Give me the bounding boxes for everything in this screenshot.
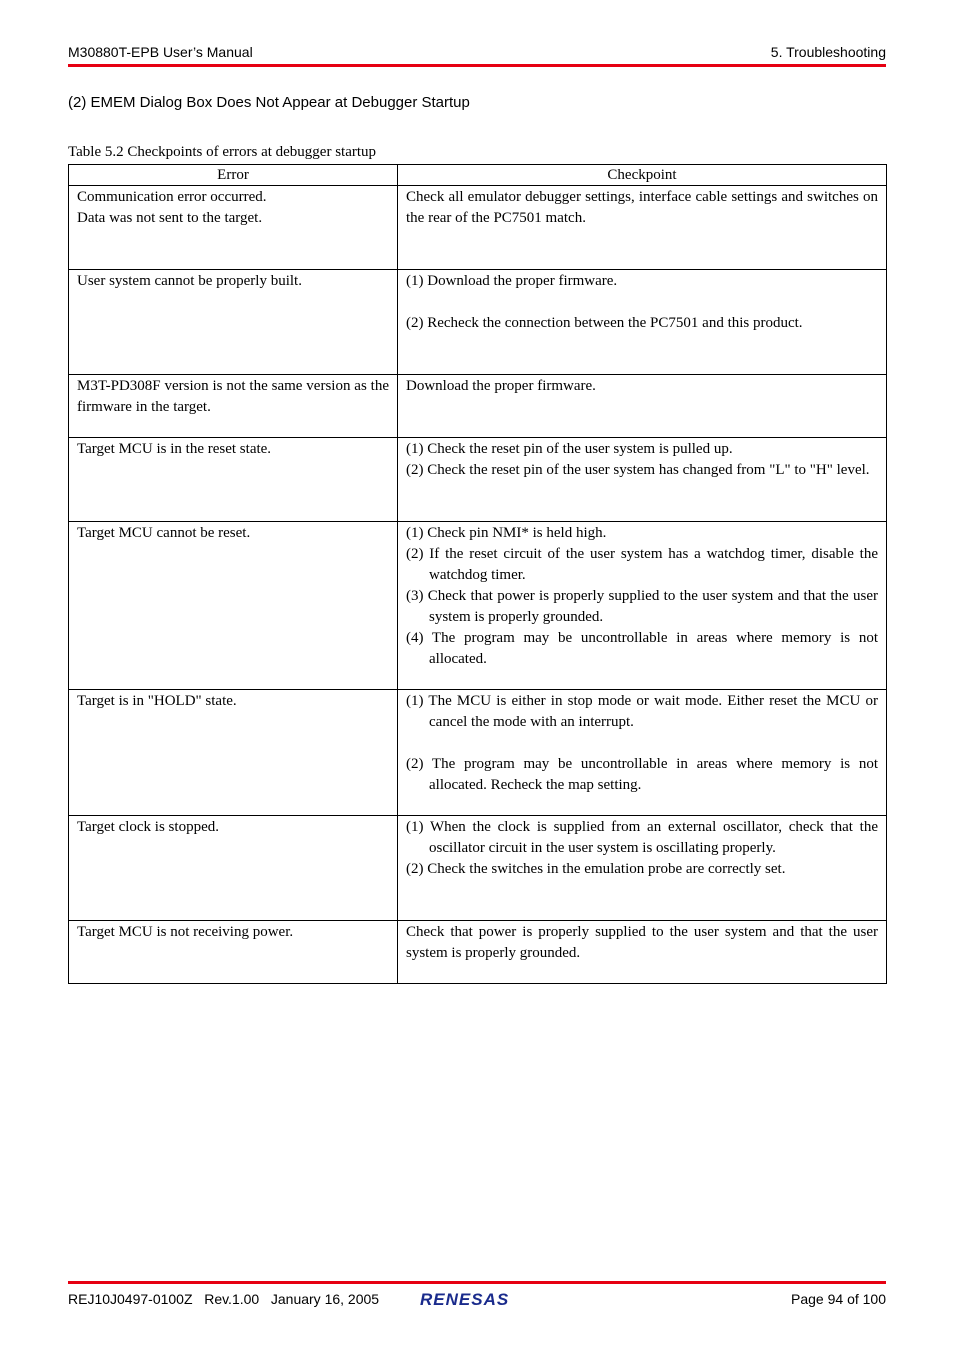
checkpoint-item: (1) Check pin NMI* is held high.	[406, 525, 607, 541]
error-line: Target is in "HOLD" state.	[77, 693, 237, 709]
error-line: Target MCU is in the reset state.	[77, 441, 272, 457]
error-line: Communication error occurred.	[77, 189, 267, 205]
checkpoint-cell	[398, 438, 887, 522]
checkpoint-cell	[398, 186, 887, 270]
table-row	[69, 375, 887, 438]
revision: Rev.1.00	[204, 1291, 260, 1307]
checkpoint-text: Download the proper firmware.	[406, 378, 596, 394]
table-row	[69, 270, 887, 375]
spacer	[406, 292, 878, 313]
table-row	[69, 921, 887, 984]
error-line: Target MCU is not receiving power.	[77, 924, 294, 940]
error-line: Data was not sent to the target.	[77, 210, 263, 226]
checkpoint-cell	[398, 375, 887, 438]
table-row	[69, 816, 887, 921]
checkpoint-item: (1) When the clock is supplied from an external oscillator, check that the oscillator circuit in the user system is oscillating properly.	[406, 819, 878, 856]
column-header-checkpoint: Checkpoint	[398, 165, 887, 186]
checkpoint-item: (4) The program may be uncontrollable in areas where memory is not allocated.	[406, 630, 878, 667]
error-line: M3T-PD308F version is not the same version as the firmware in the target.	[77, 378, 389, 415]
checkpoint-item: (1) The MCU is either in stop mode or wait mode. Either reset the MCU or cancel the mode with an interrupt.	[406, 693, 878, 730]
checkpoint-text: Check that power is properly supplied to the user system and that the user system is properly grounded.	[406, 924, 878, 961]
error-cell	[69, 186, 398, 270]
checkpoint-item: (2) Check the reset pin of the user system has changed from "L" to "H" level.	[406, 462, 870, 478]
footer-rule	[68, 1281, 886, 1284]
checkpoints-table	[68, 164, 887, 984]
checkpoint-cell	[398, 816, 887, 921]
checkpoint-item: (3) Check that power is properly supplied to the user system and that the user system is properly grounded.	[406, 588, 878, 625]
error-cell	[69, 438, 398, 522]
manual-title: M30880T-EPB User’s Manual	[68, 44, 253, 60]
checkpoint-cell	[398, 522, 887, 690]
checkpoint-cell	[398, 690, 887, 816]
error-cell	[69, 921, 398, 984]
error-cell	[69, 690, 398, 816]
page-number: Page 94 of 100	[791, 1291, 886, 1307]
error-line: Target MCU cannot be reset.	[77, 525, 251, 541]
table-row	[69, 522, 887, 690]
checkpoint-item: (2) Check the switches in the emulation probe are correctly set.	[406, 861, 786, 877]
checkpoint-item: (1) Download the proper firmware.	[406, 273, 618, 289]
date: January 16, 2005	[270, 1291, 380, 1307]
checkpoint-item: (2) Recheck the connection between the PC7501 and this product.	[406, 315, 803, 331]
column-header-error: Error	[69, 165, 398, 186]
error-cell	[69, 816, 398, 921]
footer-doc-info	[68, 1291, 379, 1307]
checkpoint-cell	[398, 921, 887, 984]
checkpoint-cell	[398, 270, 887, 375]
checkpoint-item: (2) If the reset circuit of the user system has a watchdog timer, disable the watchdog timer.	[406, 546, 878, 583]
error-cell	[69, 522, 398, 690]
checkpoint-item: (1) Check the reset pin of the user system is pulled up.	[406, 441, 733, 457]
table-row	[69, 690, 887, 816]
checkpoint-item: (2) The program may be uncontrollable in areas where memory is not allocated. Recheck the map setting.	[406, 756, 878, 793]
error-cell	[69, 270, 398, 375]
table-row	[69, 438, 887, 522]
error-line: Target clock is stopped.	[77, 819, 219, 835]
table-row	[69, 186, 887, 270]
table-caption: Table 5.2 Checkpoints of errors at debugger startup	[68, 144, 377, 160]
header-rule	[68, 64, 886, 67]
table-header-row	[69, 165, 887, 186]
doc-number: REJ10J0497-0100Z	[68, 1291, 193, 1307]
page-header	[68, 44, 886, 62]
checkpoint-text: Check all emulator debugger settings, interface cable settings and switches on the rear of the PC7501 match.	[406, 189, 878, 226]
section-title: (2) EMEM Dialog Box Does Not Appear at Debugger Startup	[68, 94, 470, 111]
error-cell	[69, 375, 398, 438]
spacer	[406, 733, 878, 754]
chapter-title: 5. Troubleshooting	[770, 44, 886, 60]
error-line: User system cannot be properly built.	[77, 273, 302, 289]
renesas-logo: RENESAS	[420, 1290, 510, 1309]
